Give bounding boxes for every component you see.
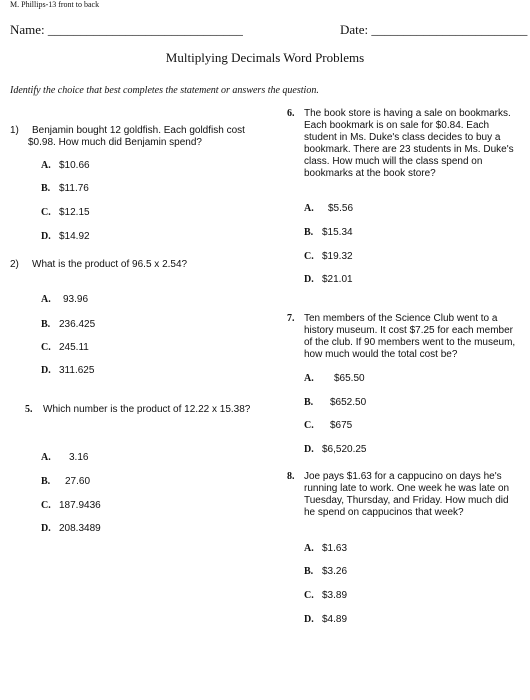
question-number: 8.	[287, 471, 295, 482]
answer-choice: D. 311.625	[41, 365, 95, 376]
answer-choice: C. 245.11	[41, 342, 89, 353]
question-text: Ten members of the Science Club went to a history museum. It cost $7.25 for each member of the club. If 90 members went to the museum, how much would the total cost be?	[304, 313, 516, 360]
page-note: M. Phillips-13 front to back	[10, 0, 100, 9]
answer-choice: D. $14.92	[41, 231, 90, 242]
answer-choice: C. $3.89	[304, 590, 348, 601]
question-text: The book store is having a sale on bookmarks. Each bookmark is on sale for $0.84. Each student in Ms. Duke's class decides to buy a bookmark. There are 23 students in Ms. Duke's class. How much will the class spend on bookmarks at the book store?	[304, 108, 514, 179]
instructions: Identify the choice that best completes the statement or answers the question.	[10, 85, 319, 96]
answer-choice: C. $19.32	[304, 251, 353, 262]
answer-choice: D. $6,520.25	[304, 444, 367, 455]
answer-choice: A. 93.96	[41, 294, 89, 305]
answer-choice: D. 208.3489	[41, 523, 101, 534]
question-number: 7.	[287, 313, 295, 324]
answer-choice: B. 236.425	[41, 319, 96, 330]
answer-choice: C. $12.15	[41, 207, 90, 218]
answer-choice: D. $21.01	[304, 274, 353, 285]
answer-choice: A. $5.56	[304, 203, 354, 214]
question-text: Joe pays $1.63 for a cappucino on days he's running late to work. One week he was late on Tuesday, Thursday, and Friday. How much did he spend on cappucinos that week?	[304, 471, 510, 518]
answer-choice: D. $4.89	[304, 614, 348, 625]
question-number: 6.	[287, 108, 295, 119]
answer-choice: A. $10.66	[41, 160, 90, 171]
question-number: 5.	[25, 404, 33, 415]
date-field-line: Date: ________________________	[340, 22, 528, 37]
answer-choice: A. 3.16	[41, 452, 89, 463]
answer-choice: A. $65.50	[304, 373, 365, 384]
question-number: 2)	[10, 259, 19, 270]
answer-choice: B. $15.34	[304, 227, 353, 238]
name-field-line: Name: ______________________________	[10, 22, 243, 37]
answer-choice: B. $3.26	[304, 566, 348, 577]
answer-choice: B. $652.50	[304, 397, 367, 408]
worksheet-title: Multiplying Decimals Word Problems	[165, 50, 365, 65]
answer-choice: A. $1.63	[304, 543, 348, 554]
answer-choice: C. $675	[304, 420, 353, 431]
question-number: 1)	[10, 125, 19, 136]
answer-choice: B. $11.76	[41, 183, 89, 194]
question-text: Which number is the product of 12.22 x 15.38?	[43, 404, 251, 415]
question-text: What is the product of 96.5 x 2.54?	[32, 259, 188, 270]
answer-choice: B. 27.60	[41, 476, 91, 487]
question-text: Benjamin bought 12 goldfish. Each goldfish cost $0.98. How much did Benjamin spend?	[28, 125, 245, 148]
answer-choice: C. 187.9436	[41, 500, 101, 511]
